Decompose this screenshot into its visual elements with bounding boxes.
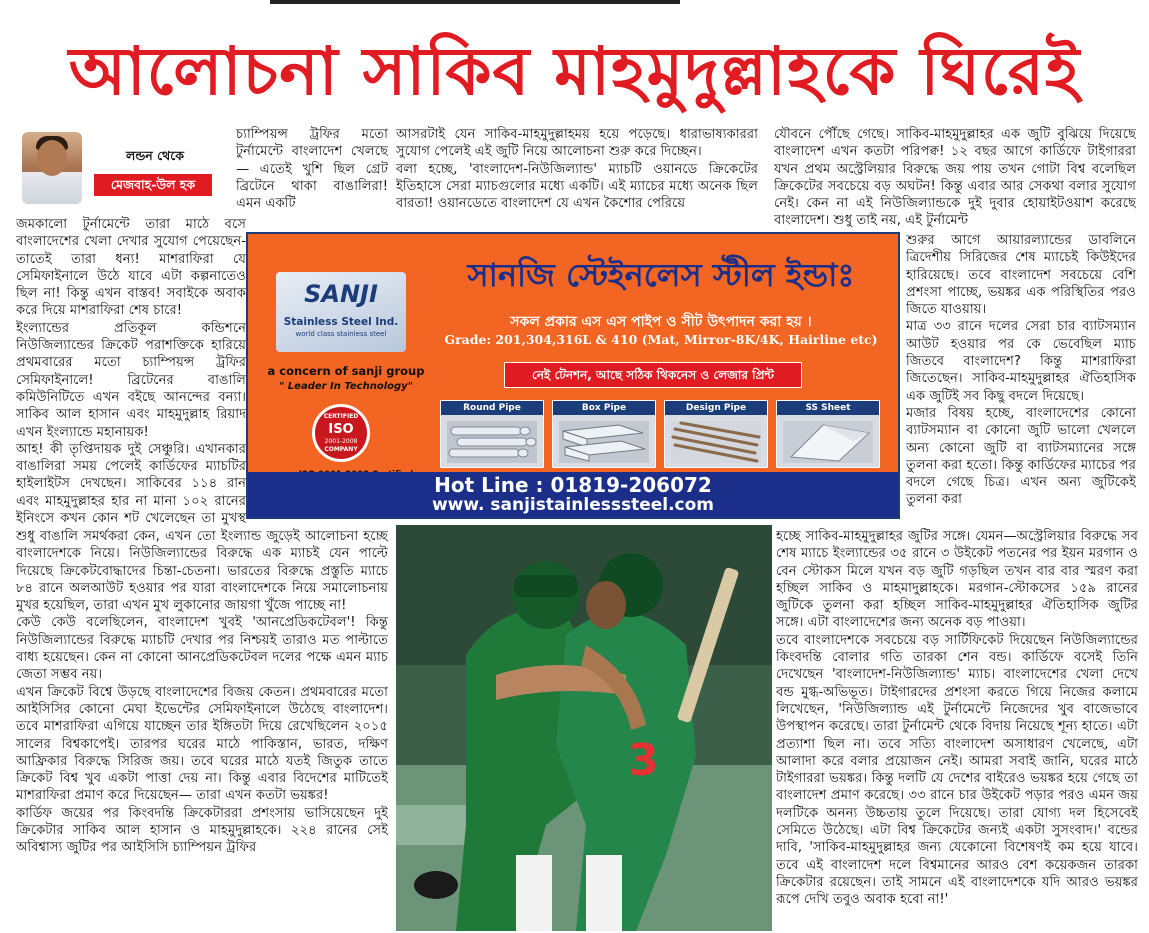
hotline-text[interactable]: Hot Line : 01819-206072	[434, 473, 712, 497]
logo-subtitle: Stainless Steel Ind.	[283, 316, 399, 328]
paragraph: জমকালো টুর্নামেন্টে তারা মাঠে বসে বাংলাদেশের খেলা দেখার সুযোগ পেয়েছেন- তাতেই তারা ধন্য! মাশরাফিরা যে সেমিফাইনালে উঠে যাবে এটা কল্পনাতেও ছিল না! কিন্তু এখন বাস্তব! সবাইকে অবাক করে দিয়ে মাশরাফিরা শেষ চারে!	[16, 217, 246, 319]
iso-mid: ISO	[328, 422, 354, 437]
paragraph: হচ্ছে সাকিব-মাহমুদুল্লাহর জুটির সঙ্গে। যেমন—অস্ট্রেলিয়ার বিরুদ্ধে সব শেষ ম্যাচে ইংল্যান্ডের ৩৫ রানে ৩ উইকেট পতনের পর ইয়ন মরগান ও বেন স্টোকস মিলে যখন বড় জুটি গড়ছিল তখন বার বার স্মরণ করা হচ্ছিল সাকিব ও মাহমাদুল্লাহকে। মরগান-স্টোকসের ১৫৯ রানের জুটিকে তুলনা করা হচ্ছিল সাকিব-মাহমুদুল্লাহর ঐতিহাসিক জুটির সঙ্গে। এটা বাংলাদেশের জন্য অনেক বড় পাওয়া।	[776, 529, 1138, 631]
ad-grade: Grade: 201,304,316L & 410 (Mat, Mirror-8K/4K, Hairline etc)	[444, 332, 878, 347]
paragraph: মাত্র ৩৩ রানে দলের সেরা চার ব্যাটসম্যান আউট হওয়ার পর কে ভেবেছিল ম্যাচ জিতবে বাংলাদেশ? কিন্তু মাশরাফিরা জিতেছেন। সাকিব-মাহমুদুল্লাহর ঐতিহাসিক এক জুটিই সব কিছু বদলে দিয়েছে।	[906, 319, 1136, 404]
column-1-upper	[16, 216, 246, 526]
paragraph: ইংল্যান্ডের প্রতিকূল কন্ডিশনে নিউজিল্যান্ডের ক্রিকেট পরাশক্তিকে হারিয়ে প্রথমবারের মতো চ্যাম্পিয়ন্স ট্রফির সেমিফাইনালে! ব্রিটেনের বাঙালি কমিউনিটিতে এখন বইছে আনন্দের বন্যা। সাকিব আল হাসান এবং মাহমুদুল্লাহ রিয়াদ এখন ইংল্যান্ডে মহানায়ক!	[16, 320, 246, 440]
paragraph: আসরটাই যেন সাকিব-মাহমুদুল্লাহময় হয়ে পড়েছে। ধারাভাষ্যকাররা সুযোগ পেলেই এই জুটি নিয়ে আলোচনা শুরু করে দিচ্ছেন।	[396, 127, 758, 160]
concern-text: a concern of sanji group	[267, 364, 425, 378]
leader-text: " Leader In Technology"	[279, 381, 413, 392]
paragraph: এখন ক্রিকেট বিশ্বে উড়ছে বাংলাদেশের বিজয় কেতন। প্রথমবারের মতো আইসিসির কোনো মেঘা ইভেন্টের সেমিফাইনালে উঠেছে বাংলাদেশ। তবে মাশরাফিরা এগিয়ে যাচ্ছেন তার ইঙ্গিতটা দিয়ে রেখেছিলেন ২০১৫ সালের বিশ্বকাপেই। তারপর ঘরের মাঠে পাকিস্তান, ভারত, দক্ষিণ আফ্রিকার বিরুদ্ধে সিরিজ জয়। তবে ঘরের মাঠে যতই জিতুক তাতে ক্রিকেট বিশ্ব খুব একটা পাত্তা দেয় না। কিন্তু এবার বিদেশের মাটিতেই মাশরাফিরা প্রমাণ করে দিয়েছেন— তারা এখন কতটা ভয়ঙ্কর!	[16, 684, 388, 804]
product-label: Box Pipe	[553, 401, 655, 415]
match-photo	[396, 525, 772, 931]
ad-brand-panel	[256, 254, 426, 454]
column-2-top	[396, 126, 758, 230]
box-pipe-icon	[559, 421, 649, 463]
paragraph: আহ! কী তৃপ্তিদায়ক দুই সেঞ্চুরি। এখানকার বাঙালিরা সময় পেলেই কার্ডিফের ম্যাচটির হাইলাইটস দেখছেন। সাকিবের ১১৪ রান এবং মাহমুদুল্লাহর হার না মানা ১০২ রানের ইনিংসে কখন কোন শট খেলেছেন তা মুখস্থ	[16, 441, 246, 526]
column-3-right	[906, 232, 1136, 526]
logo-text: SANJI	[304, 280, 378, 308]
hotline-bar	[248, 472, 898, 517]
paragraph: যৌবনে পৌঁছে গেছে। সাকিব-মাহমুদুল্লাহর এক জুটি বুঝিয়ে দিয়েছে বাংলাদেশ এখন কতটা পরিপক্ব! ১২ বছর আগে কার্ডিফে টাইগাররা যখন প্রথম অস্ট্রেলিয়ার বিরুদ্ধে জয় পায় তখন গোটা বিশ্ব বলেছিল ক্রিকেটের সবচেয়ে বড় অঘটন! কিন্তু এবার আর সেকথা বলার সুযোগ নেই। কেন না এই নিউজিল্যান্ডকে দুই দুবার হোয়াইটওয়াশ করেছে বাংলাদেশ। শুধু তাই নয়, এই টুর্নামেন্ট	[774, 127, 1136, 229]
product-round-pipe	[440, 400, 544, 468]
jersey-number: 3	[628, 735, 659, 786]
ad-strip: নেই টেনশন, আছে সঠিক থিকনেস ও লেজার প্রিন্ট	[504, 362, 802, 388]
iso-top: CERTIFIED	[323, 413, 359, 420]
paragraph: শুরুর আগে আয়ারল্যান্ডের ডাবলিনে ত্রিদেশীয় সিরিজের শেষ ম্যাচেই কিউইদের হারিয়েছে। তবে বাংলাদেশ সবচেয়ে বেশি প্রশংসা পাচ্ছে, ভয়ঙ্কর এক পরিস্থিতির পরও জিতে যাওয়ায়।	[906, 233, 1136, 318]
ad-tagline: সকল প্রকার এস এস পাইপ ও সীট উৎপাদন করা হয় ।	[510, 314, 812, 330]
paragraph: চ্যাম্পিয়ন্স ট্রফির মতো টুর্নামেন্টে বাংলাদেশ খেলছে— এতেই খুশি ছিল গ্রেট ব্রিটেনে থাকা বাঙালিরা! এমন একটি	[236, 127, 388, 212]
paragraph: বলা হচ্ছে, 'বাংলাদেশ-নিউজিল্যান্ড' ম্যাচটি ওয়ানডে ক্রিকেটের ইতিহাসে সেরা ম্যাচগুলোর মধ্যে একটি। এই ম্যাচের মধ্যে অনেক ছিল বারতা! ওয়ানডেতে বাংলাদেশ যে এখন কৈশোর পেরিয়ে	[396, 161, 758, 212]
cricketers-embrace-image	[396, 525, 772, 931]
product-label: Round Pipe	[441, 401, 543, 415]
byline-from: লন্ডন থেকে	[126, 148, 185, 163]
top-rule	[270, 0, 680, 4]
product-row	[440, 400, 890, 468]
product-label: Design Pipe	[665, 401, 767, 415]
product-label: SS Sheet	[777, 401, 879, 415]
paragraph: মজার বিষয় হচ্ছে, বাংলাদেশের কোনো ব্যাটসম্যান বা কোনো জুটি ভালো খেললে অন্য কোনো জুটি বা ব্যাটসম্যানের সঙ্গে তুলনা করা হতো। কিন্তু কার্ডিফের ম্যাচের পর বদলে গেছে চিত্র। এখন অন্য জুটিকেই তুলনা করা	[906, 405, 1136, 508]
column-3-top	[774, 126, 1136, 232]
col1-intro	[236, 126, 388, 214]
paragraph: কেউ কেউ বলেছিলেন, বাংলাদেশ খুবই 'আনপ্রেডিকটেবল'! কিন্তু নিউজিল্যান্ডের বিরুদ্ধে ম্যাচটি দেখার পর নিশ্চয়ই তারাও মত পাল্টাতে বাধ্য হয়েছেন। কেন না কোনো আনপ্রেডিকটেবল দলের পক্ষে এমন ম্যাচ জেতা সম্ভব নয়।	[16, 615, 388, 683]
product-ss-sheet	[776, 400, 880, 468]
sanji-advertisement[interactable]	[246, 232, 900, 519]
round-pipe-icon	[447, 421, 537, 463]
author-photo	[22, 132, 82, 204]
headline: আলোচনা সাকিব মাহমুদুল্লাহকে ঘিরেই	[68, 33, 1081, 110]
column-3-lower	[776, 528, 1138, 928]
iso-seal-icon	[312, 404, 370, 462]
iso-year: 2001-2008	[324, 438, 358, 445]
ad-title: সানজি স্টেইনলেস স্টীল ইন্ডাঃ	[467, 256, 855, 294]
iso-bottom: COMPANY	[324, 446, 358, 453]
paragraph: তবে বাংলাদেশকে সবচেয়ে বড় সার্টিফিকেট দিয়েছেন নিউজিল্যান্ডের কিংবদন্তি বোলার গতি তারকা শেন বন্ড। কার্ডিফে বসেই তিনি দেখেছেন 'বাংলাদেশ-নিউজিল্যান্ড' ম্যাচ। বাংলাদেশের খেলা দেখে বন্ড মুগ্ধ-অভিভূত। টাইগারদের প্রশংসা করতে গিয়ে নিজের কলামে লিখেছেন, 'নিউজিল্যান্ড এই টুর্নামেন্টে নিজেদের খুব বাজেভাবে উপস্থাপন করেছে। তারা টুর্নামেন্ট থেকে বিদায় নিয়েছে শূন্য হাতে। এটা প্রত্যাশা ছিল না। তবে সত্যি বাংলাদেশ অসাধারণ খেলেছে, এটা আলাদা করে বলার প্রয়োজন নেই। আমরা সবাই জানি, ঘরের মাঠে টাইগাররা ভয়ঙ্কর। কিন্তু দলটি যে দেশের বাইরেও ভয়ঙ্কর হয়ে গেছে তা বাংলাদেশ প্রমাণ করেছে। ৩৩ রানে চার উইকেট পড়ার পরও এমন জয় দলটিকে অনন্য উচ্চতায় তুলে দিয়েছে। তারা যোগ্য দল হিসেবেই সেমিতে উঠেছে। এটা বিশ্ব ক্রিকেটের জন্যই একটা সুসংবাদ।' বন্ডের দাবি, 'সাকিব-মাহমুদুল্লাহর জন্য যেকোনো বিশেষণই কম হয়ে যাবে। তবে এই বাংলাদেশ দলে বিশ্বমানের আরও বেশ কয়েকজন তারকা ক্রিকেটার রয়েছেন। তাই সামনে এই বাংলাদেশকে যদি আরও ভয়ঙ্কর রূপে দেখি তবুও অবাক হবো না!'	[776, 632, 1138, 908]
product-box-pipe	[552, 400, 656, 468]
paragraph: শুধু বাঙালি সমর্থকরা কেন, এখন তো ইংল্যান্ড জুড়েই আলোচনা হচ্ছে বাংলাদেশকে নিয়ে। নিউজিল্যান্ডের বিরুদ্ধে এক ম্যাচই যেন পাল্টে দিয়েছে ক্রিকেটবোদ্ধাদের চিন্তা-চেতনা। ভারতের বিরুদ্ধে প্রস্তুতি ম্যাচে ৮৪ রানে অলআউট হওয়ার পর যারা বাংলাদেশকে নিয়ে সমালোচনায় মুখর হয়েছিল, তারা এখন মুখ লুকানোর জায়গা খুঁজে পাচ্ছে না!	[16, 529, 388, 614]
author-name: মেজবাহ-উল হক	[94, 174, 212, 196]
design-pipe-icon	[671, 421, 761, 463]
column-1-lower	[16, 528, 388, 928]
paragraph: কার্ডিফ জয়ের পর কিংবদন্তি ক্রিকেটাররা প্রশংসায় ভাসিয়েছেন দুই ক্রিকেটার সাকিব আল হাসান ও মাহমুদুল্লাহকে। ২২৪ রানের সেই অবিশ্বাস্য জুটির পর আইসিসি চ্যাম্পিয়ন ট্রফির	[16, 805, 388, 856]
product-design-pipe	[664, 400, 768, 468]
website-link[interactable]: www. sanjistainlesssteel.com	[431, 495, 715, 515]
ss-sheet-icon	[783, 421, 873, 463]
sanji-logo	[276, 272, 406, 352]
byline	[16, 124, 214, 212]
logo-tagline: world class stainless steel	[295, 330, 387, 338]
